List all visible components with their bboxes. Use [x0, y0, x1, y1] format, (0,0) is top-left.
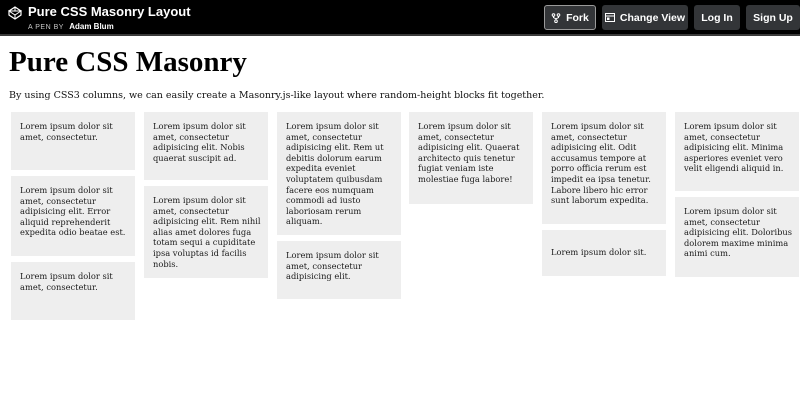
masonry-column-2 [144, 112, 268, 284]
fork-icon [551, 13, 561, 23]
masonry-brick: Lorem ipsum dolor sit amet, consectetur adipisicing elit. Rem nihil alias amet dolores fuga totam sequi a cupiditate ipsa voluptas id facilis nobis. [144, 186, 268, 278]
page-title: Pure CSS Masonry [9, 46, 247, 78]
masonry-brick: Lorem ipsum dolor sit amet, consectetur adipisicing elit. Doloribus dolorem maxime minima animi cum. [675, 197, 799, 277]
codepen-logo-icon[interactable] [8, 6, 22, 20]
fork-button-label: Fork [566, 11, 589, 24]
masonry-brick: Lorem ipsum dolor sit amet, consectetur adipisicing elit. Error aliquid reprehenderit expedita odio beatae est. [11, 176, 135, 256]
masonry-brick: Lorem ipsum dolor sit amet, consectetur adipisicing elit. Odit accusamus tempore at porro officia rerum est impedit ea ipsa tenetur. Labore libero hic error sunt laborum expedita. [542, 112, 666, 224]
pen-title[interactable]: Pure CSS Masonry Layout [28, 4, 191, 19]
masonry-brick: Lorem ipsum dolor sit amet, consectetur adipisicing elit. [277, 241, 401, 299]
pen-byline-prefix: A PEN BY [28, 24, 64, 31]
masonry-brick: Lorem ipsum dolor sit. [542, 230, 666, 276]
change-view-button[interactable] [602, 5, 688, 30]
masonry-brick: Lorem ipsum dolor sit amet, consectetur adipisicing elit. Minima asperiores eveniet vero velit eligendi aliquid in. [675, 112, 799, 191]
login-button[interactable]: Log In [694, 5, 740, 30]
signup-button[interactable]: Sign Up [746, 5, 800, 30]
codepen-header [0, 0, 800, 36]
layout-icon [605, 13, 615, 22]
masonry-column-6 [675, 112, 799, 283]
masonry-column-3 [277, 112, 401, 305]
masonry-brick: Lorem ipsum dolor sit amet, consectetur adipisicing elit. Nobis quaerat suscipit ad. [144, 112, 268, 180]
masonry-brick: Lorem ipsum dolor sit amet, consectetur adipisicing elit. Quaerat architecto quis tenetur fugiat veniam iste molestiae fuga labore! [409, 112, 533, 204]
masonry-column-1 [11, 112, 135, 326]
masonry-brick: Lorem ipsum dolor sit amet, consectetur. [11, 262, 135, 320]
pen-author-link[interactable]: Adam Blum [69, 22, 114, 31]
fork-button[interactable] [544, 5, 596, 30]
masonry-brick: Lorem ipsum dolor sit amet, consectetur. [11, 112, 135, 170]
change-view-label: Change View [619, 11, 686, 24]
masonry-column-5 [542, 112, 666, 282]
intro-text: By using CSS3 columns, we can easily create a Masonry.js-like layout where random-height blocks fit together. [9, 90, 545, 101]
masonry-column-4 [409, 112, 533, 210]
masonry-brick: Lorem ipsum dolor sit amet, consectetur adipisicing elit. Rem ut debitis dolorum earum expedita eveniet voluptatem quibusdam facere eos numquam commodi ad iusto laboriosam rerum aliquam. [277, 112, 401, 235]
pen-byline [28, 22, 114, 31]
